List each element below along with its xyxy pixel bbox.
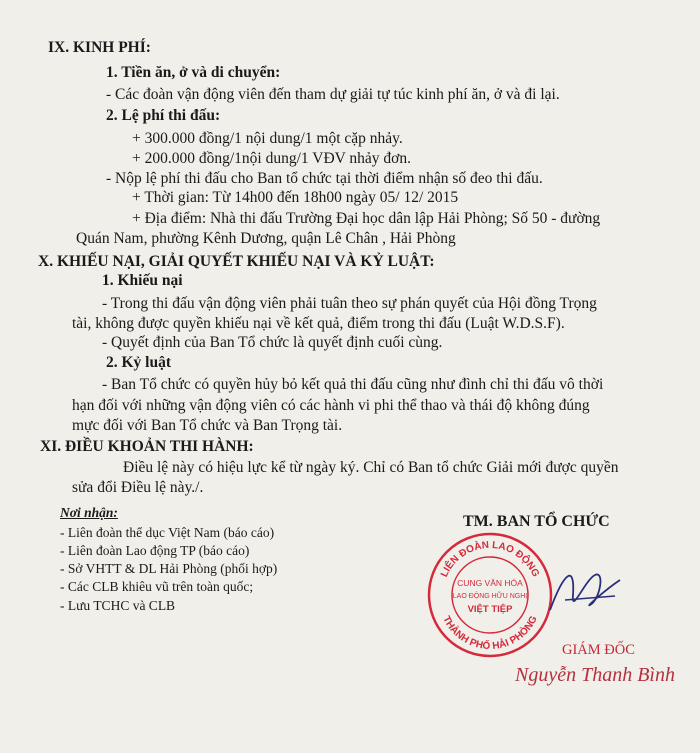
discipline-text-1: - Ban Tổ chức có quyền hủy bỏ kết quả thi đấu cũng như đình chỉ thi đấu vô thời bbox=[102, 376, 604, 393]
official-stamp bbox=[425, 530, 555, 660]
recipient-item: - Liên đoàn thể dục Việt Nam (báo cáo) bbox=[60, 525, 275, 540]
recipients-title: Nơi nhận: bbox=[60, 505, 118, 520]
discipline-text-3: mực đối với Ban Tổ chức và Ban Trọng tài. bbox=[72, 417, 343, 434]
stamp-outer-top: LIÊN ĐOÀN LAO ĐỘNG bbox=[439, 539, 541, 579]
payment-place-1: + Địa điểm: Nhà thi đấu Trường Đại học dân lập Hải Phòng; Số 50 - đường bbox=[132, 210, 601, 227]
section-9-sub1: 1. Tiền ăn, ở và di chuyển: bbox=[106, 64, 281, 81]
recipient-item: - Lưu TCHC và CLB bbox=[60, 598, 176, 613]
complaint-text-3: - Quyết định của Ban Tổ chức là quyết định cuối cùng. bbox=[102, 334, 443, 351]
payment-place-2: Quán Nam, phường Kênh Dương, quận Lê Chân , Hải Phòng bbox=[76, 230, 456, 247]
section-10-sub1: 1. Khiếu nại bbox=[102, 272, 183, 289]
section-11-heading: XI. ĐIỀU KHOẢN THI HÀNH: bbox=[40, 438, 254, 455]
stamp-outer-bottom: THÀNH PHỐ HẢI PHÒNG bbox=[440, 614, 540, 653]
section-10-heading: X. KHIẾU NẠI, GIẢI QUYẾT KHIẾU NẠI VÀ KỶ LUẬT: bbox=[38, 253, 435, 270]
recipient-item: - Liên đoàn Lao động TP (báo cáo) bbox=[60, 543, 250, 558]
section-9-heading: IX. KINH PHÍ: bbox=[48, 39, 151, 56]
stamp-line-2: LAO ĐỘNG HỮU NGHỊ bbox=[452, 593, 528, 600]
effect-text-2: sửa đổi Điều lệ này./. bbox=[72, 479, 204, 496]
stamp-line-1: CUNG VĂN HÓA bbox=[457, 578, 523, 588]
signer-name: Nguyễn Thanh Bình bbox=[515, 664, 675, 686]
section-9-sub1-text: - Các đoàn vận động viên đến tham dự giải tự túc kinh phí ăn, ở và đi lại. bbox=[106, 86, 560, 103]
fee-pair: + 300.000 đồng/1 nội dung/1 một cặp nhảy. bbox=[132, 130, 403, 147]
complaint-text-2: tài, không được quyền khiếu nại về kết quả, điểm trong thi đấu (Luật W.D.S.F). bbox=[72, 315, 565, 332]
signer-role: GIÁM ĐỐC bbox=[562, 642, 635, 658]
section-9-sub2: 2. Lệ phí thi đấu: bbox=[106, 107, 221, 124]
handwritten-signature bbox=[545, 560, 625, 620]
stamp-line-3: VIỆT TIỆP bbox=[467, 604, 513, 615]
signature-org: TM. BAN TỔ CHỨC bbox=[463, 513, 610, 530]
payment-text: - Nộp lệ phí thi đấu cho Ban tổ chức tại thời điểm nhận số đeo thi đấu. bbox=[106, 170, 543, 187]
recipient-item: - Các CLB khiêu vũ trên toàn quốc; bbox=[60, 579, 254, 594]
discipline-text-2: hạn đối với những vận động viên có các hành vi phi thể thao và thái độ không đúng bbox=[72, 397, 590, 414]
recipient-item: - Sở VHTT & DL Hải Phòng (phối hợp) bbox=[60, 561, 278, 576]
effect-text-1: Điều lệ này có hiệu lực kể từ ngày ký. Chỉ có Ban tổ chức Giải mới được quyền bbox=[123, 459, 619, 476]
section-10-sub2: 2. Kỷ luật bbox=[106, 354, 172, 371]
payment-time: + Thời gian: Từ 14h00 đến 18h00 ngày 05/ 12/ 2015 bbox=[132, 189, 459, 206]
fee-single: + 200.000 đồng/1nội dung/1 VĐV nhảy đơn. bbox=[132, 150, 412, 167]
complaint-text-1: - Trong thi đấu vận động viên phải tuân theo sự phán quyết của Hội đồng Trọng bbox=[102, 295, 597, 312]
